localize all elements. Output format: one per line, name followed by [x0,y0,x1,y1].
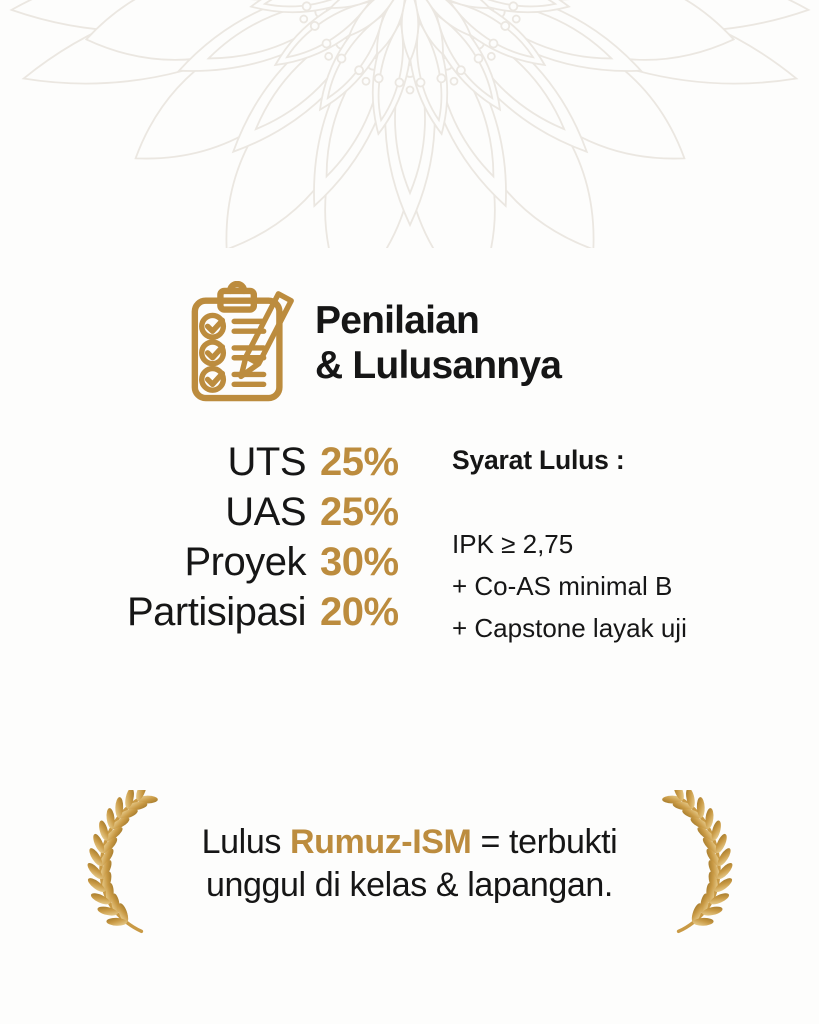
grade-value: 25% [320,490,399,534]
laurel-branch-icon [77,790,159,938]
grade-row [0,487,440,537]
grade-value: 20% [320,590,399,634]
mandala-ornament [0,0,819,248]
grade-label: UTS [227,440,306,484]
requirement-item: IPK ≥ 2,75 [452,529,574,559]
grades-section [0,437,440,637]
rumuz-ism-highlight: Rumuz-ISM [289,823,472,861]
grade-label: Partisipasi [126,590,306,634]
header [186,281,561,405]
requirement-item: + Capstone layak uji [452,613,687,643]
requirements-heading: Syarat Lulus : [452,445,625,475]
footer-text-line-2: unggul di kelas & lapangan. [206,866,613,904]
laurel-leaves [662,790,735,926]
grade-row [0,537,440,587]
footer-prefix: Lulus [201,823,281,861]
page-title-line-1: Penilaian [315,299,480,342]
page-title [315,298,561,388]
page-title-line-2: & Lulusannya [315,344,562,387]
grade-row [0,587,440,637]
grade-label: UAS [225,490,306,534]
requirement-item: + Co-AS minimal B [452,571,673,601]
grade-value: 25% [320,440,399,484]
requirements-list [452,523,752,649]
laurel-branch-icon [661,790,743,938]
grade-value: 30% [320,540,399,584]
grade-label: Proyek [184,540,306,584]
footer-text-line-1 [175,821,645,864]
clipboard-checklist-icon [186,281,302,405]
mandala-rings [9,0,812,248]
grade-row [0,437,440,487]
footer-suffix: = terbukti [480,823,618,861]
requirements-section [452,445,752,649]
footer-text [175,821,645,907]
laurel-leaves [85,790,158,926]
footer-banner [0,790,819,938]
